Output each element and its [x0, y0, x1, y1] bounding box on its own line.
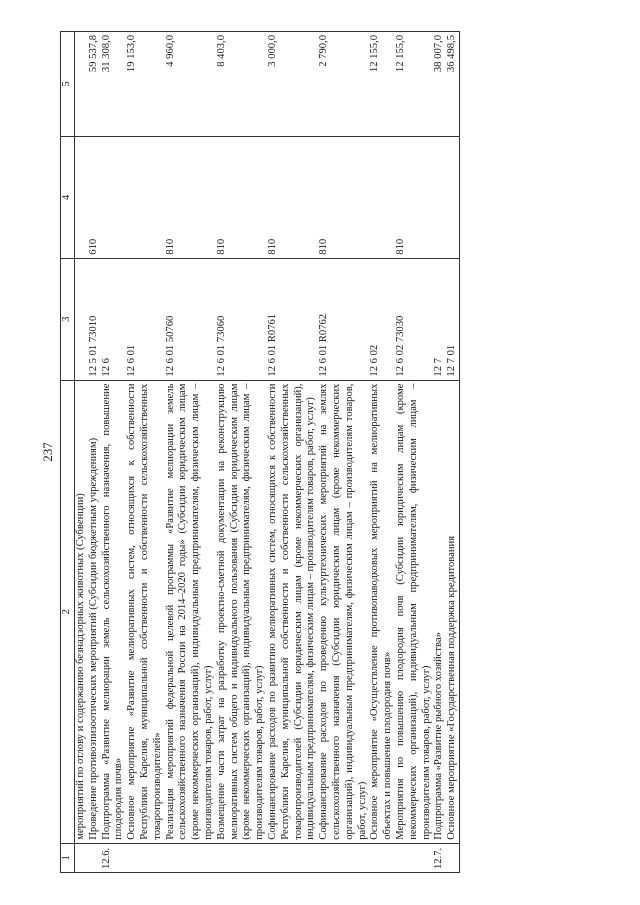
row-code: 12 7 — [433, 258, 446, 380]
row-amount: 12 155,0 — [395, 32, 433, 137]
row-number — [75, 843, 88, 872]
row-number — [369, 843, 395, 872]
row-expense-type: 610 — [88, 136, 101, 258]
row-code: 12 5 01 73010 — [88, 258, 101, 380]
row-amount — [75, 32, 88, 137]
row-number: 12.7. — [433, 843, 446, 872]
column-header-3: 3 — [61, 258, 75, 380]
row-expense-type — [433, 136, 446, 258]
row-code — [75, 258, 88, 380]
row-code: 12 6 01 R0761 — [267, 258, 318, 380]
row-code: 12 6 01 73060 — [216, 258, 267, 380]
row-name: Мероприятия по повышению плодородия почв (Субсидии юридическим лицам (кроме некоммерческих организаций), индивидуальным предпринимателям, физическим лицам – производителям товаров, работ, услуг) — [395, 380, 433, 843]
budget-table-sheet — [60, 31, 580, 873]
row-name: Реализация мероприятий федеральной целевой программы «Развитие мелиорации земель сельскохозяйственного назначения России на 2014–2020 годы» (Субсидии юридическим лицам (кроме некоммерческих организаций), индивидуальным предпринимателям, физическим лицам – производителям товаров, работ, услуг) — [165, 380, 216, 843]
row-code: 12 6 01 R0762 — [318, 258, 369, 380]
row-expense-type — [101, 136, 127, 258]
row-amount: 19 153,0 — [126, 32, 164, 137]
row-name: мероприятий по отлову и содержанию безнадзорных животных (Субвенции) — [75, 380, 88, 843]
row-amount: 3 000,0 — [267, 32, 318, 137]
row-number — [267, 843, 318, 872]
row-expense-type — [369, 136, 395, 258]
row-expense-type: 810 — [395, 136, 433, 258]
row-name: Проведение противоэпизоотических мероприятий (Субсидии бюджетным учреждениям) — [88, 380, 101, 843]
table-header-row — [61, 32, 75, 873]
column-header-1: 1 — [61, 843, 75, 872]
row-number — [216, 843, 267, 872]
table-row — [318, 32, 369, 873]
table-row — [395, 32, 433, 873]
row-number — [88, 843, 101, 872]
row-code: 12 6 02 — [369, 258, 395, 380]
row-code: 12 6 01 50760 — [165, 258, 216, 380]
table-row — [433, 32, 446, 873]
row-expense-type: 810 — [165, 136, 216, 258]
row-amount: 12 155,0 — [369, 32, 395, 137]
row-number — [165, 843, 216, 872]
row-code: 12 6 01 — [126, 258, 164, 380]
table-row — [369, 32, 395, 873]
table-row — [267, 32, 318, 873]
column-header-5: 5 — [61, 32, 75, 137]
table-row — [75, 32, 88, 873]
row-expense-type: 810 — [267, 136, 318, 258]
row-expense-type: 810 — [318, 136, 369, 258]
row-name: Подпрограмма «Развитие рыбного хозяйства» — [433, 380, 446, 843]
table-row — [88, 32, 101, 873]
row-code: 12 7 01 — [446, 258, 459, 380]
row-amount: 59 537,8 — [88, 32, 101, 137]
row-name: Софинансирование расходов по проведению культуртехнических мероприятий на землях сельскохозяйственного назначения (Субсидии юридическим лицам (кроме некоммерческих организаций), индивидуальным предпринимателям, физическим лицам – производителям товаров, работ, услуг) — [318, 380, 369, 843]
row-expense-type — [126, 136, 164, 258]
budget-table — [60, 31, 460, 873]
row-number — [318, 843, 369, 872]
row-name: Софинансирование расходов по развитию мелиоративных систем, относящихся к собственности Республики Карелия, муниципальной собственности и собственности сельскохозяйственных товаропроизводителей (Субсидии юридическим лицам (кроме некоммерческих организаций), индивидуальным предпринимателям, физическим лицам – производителям товаров, работ, услуг) — [267, 380, 318, 843]
table-row — [446, 32, 459, 873]
table-row — [216, 32, 267, 873]
row-name: Основное мероприятие «Государственная поддержка кредитования — [446, 380, 459, 843]
row-expense-type — [446, 136, 459, 258]
row-name: Основное мероприятие «Осуществление противопаводковых мероприятий на мелиоративных объектах и повышение плодородия почв» — [369, 380, 395, 843]
page-number: 237 — [40, 442, 55, 462]
row-number — [395, 843, 433, 872]
column-header-2: 2 — [61, 380, 75, 843]
row-code: 12 6 02 73030 — [395, 258, 433, 380]
row-number: 12.6. — [101, 843, 127, 872]
row-amount: 4 960,0 — [165, 32, 216, 137]
row-number — [126, 843, 164, 872]
row-amount: 2 790,0 — [318, 32, 369, 137]
row-amount: 31 308,0 — [101, 32, 127, 137]
row-number — [446, 843, 459, 872]
row-expense-type: 810 — [216, 136, 267, 258]
row-name: Основное мероприятие «Развитие мелиоративных систем, относящихся к собственности Республики Карелия, муниципальной собственности и собственности сельскохозяйственных товаропроизводителей» — [126, 380, 164, 843]
row-amount: 38 007,0 — [433, 32, 446, 137]
row-name: Возмещение части затрат на разработку проектно-сметной документации на реконструкцию мелиоративных систем общего и индивидуального пользования (Субсидии юридическим лицам (кроме некоммерческих организаций), индивидуальным предпринимателям, физическим лицам – производителям товаров, работ, услуг) — [216, 380, 267, 843]
row-name: Подпрограмма «Развитие мелиорации земель сельскохозяйственного назначения, повышение плодородия почв» — [101, 380, 127, 843]
row-code: 12 6 — [101, 258, 127, 380]
row-expense-type — [75, 136, 88, 258]
table-row — [126, 32, 164, 873]
table-row — [101, 32, 127, 873]
row-amount: 8 403,0 — [216, 32, 267, 137]
table-row — [165, 32, 216, 873]
row-amount: 36 498,5 — [446, 32, 459, 137]
column-header-4: 4 — [61, 136, 75, 258]
